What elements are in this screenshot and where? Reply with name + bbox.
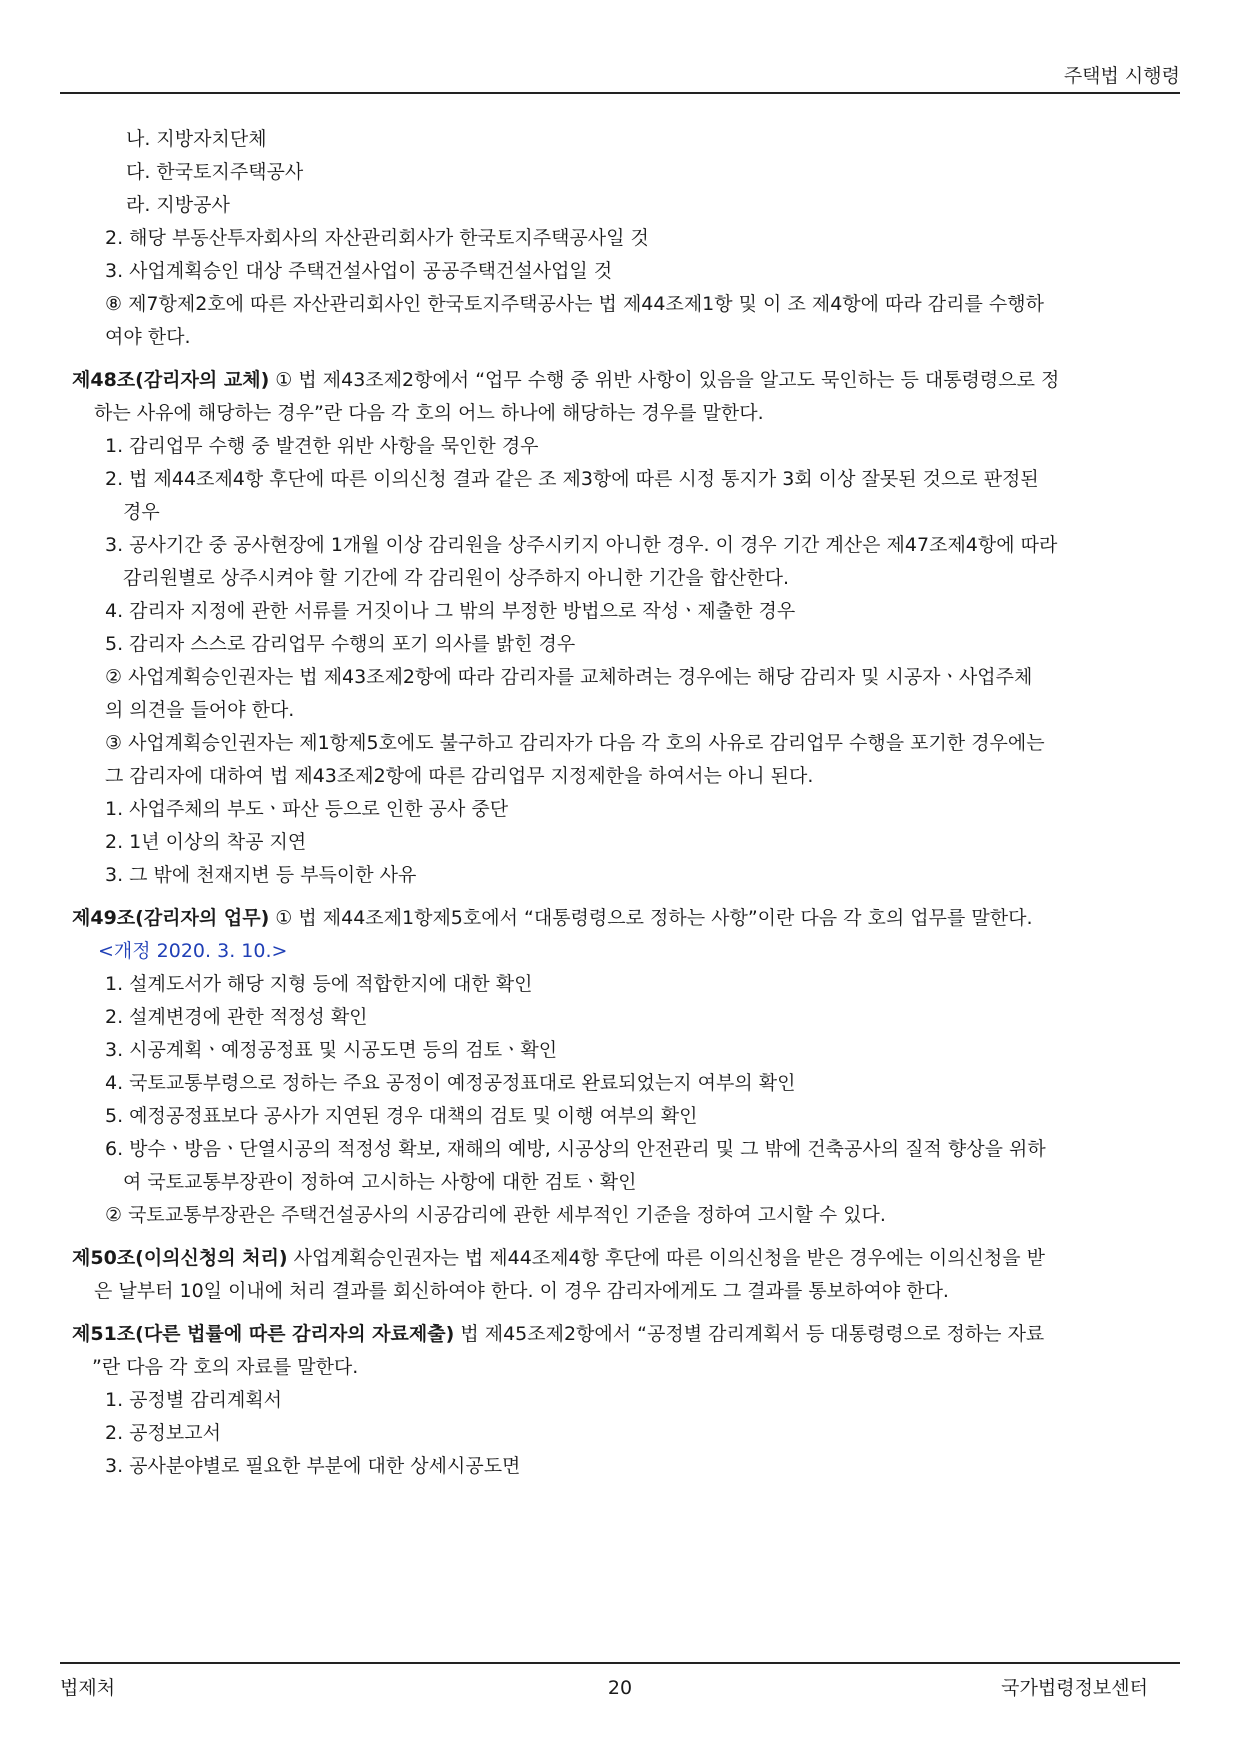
- article-text: 사업계획승인권자는 법 제44조제4항 후단에 따른 이의신청을 받은 경우에는 이의신청을 받: [287, 1247, 1046, 1269]
- list-item: 1. 공정별 감리계획서: [105, 1389, 283, 1411]
- list-item: 여 국토교통부장관이 정하여 고시하는 사항에 대한 검토ㆍ확인: [123, 1171, 637, 1193]
- list-item: 경우: [123, 501, 160, 523]
- list-item: 4. 감리자 지정에 관한 서류를 거짓이나 그 밖의 부정한 방법으로 작성ㆍ제출한 경우: [105, 600, 796, 622]
- page-header-title: 주택법 시행령: [1063, 65, 1180, 87]
- prev-article-continuation: [72, 123, 1180, 354]
- footer-source: 법제처: [60, 1677, 116, 1699]
- article-title: 제49조(감리자의 업무): [72, 907, 270, 929]
- article-51: [72, 1318, 1180, 1483]
- article-title: 제51조(다른 법률에 따른 감리자의 자료제출): [72, 1323, 455, 1345]
- list-item: 3. 사업계획승인 대상 주택건설사업이 공공주택건설사업일 것: [105, 260, 613, 282]
- paragraph: ⑧ 제7항제2호에 따른 자산관리회사인 한국토지주택공사는 법 제44조제1항 및 이 조 제4항에 따라 감리를 수행하: [105, 293, 1044, 315]
- list-item: 2. 해당 부동산투자회사의 자산관리회사가 한국토지주택공사일 것: [105, 227, 649, 249]
- list-item: 감리원별로 상주시켜야 할 기간에 각 감리원이 상주하지 아니한 기간을 합산한다.: [123, 567, 790, 589]
- header-rule: [60, 92, 1180, 94]
- article-title: 제48조(감리자의 교체): [72, 369, 270, 391]
- list-item: 3. 공사기간 중 공사현장에 1개월 이상 감리원을 상주시키지 아니한 경우. 이 경우 기간 계산은 제47조제4항에 따라: [105, 534, 1058, 556]
- paragraph: 여야 한다.: [105, 326, 191, 348]
- list-item: 1. 사업주체의 부도ㆍ파산 등으로 인한 공사 중단: [105, 798, 509, 820]
- article-title: 제50조(이의신청의 처리): [72, 1247, 288, 1269]
- list-item: 2. 법 제44조제4항 후단에 따른 이의신청 결과 같은 조 제3항에 따른 시정 통지가 3회 이상 잘못된 것으로 판정된: [105, 468, 1039, 490]
- document-body: [72, 123, 1180, 1483]
- list-item: 2. 1년 이상의 착공 지연: [105, 831, 307, 853]
- list-item: 5. 감리자 스스로 감리업무 수행의 포기 의사를 밝힌 경우: [105, 633, 576, 655]
- list-item: 4. 국토교통부령으로 정하는 주요 공정이 예정공정표대로 완료되었는지 여부의 확인: [105, 1072, 796, 1094]
- paragraph: 의 의견을 들어야 한다.: [105, 699, 295, 721]
- list-item: 1. 설계도서가 해당 지형 등에 적합한지에 대한 확인: [105, 973, 533, 995]
- list-item: 3. 그 밖에 천재지변 등 부득이한 사유: [105, 864, 417, 886]
- article-text: ”란 다음 각 호의 자료를 말한다.: [92, 1356, 359, 1378]
- list-item: 1. 감리업무 수행 중 발견한 위반 사항을 묵인한 경우: [105, 435, 539, 457]
- list-item: 나. 지방자치단체: [126, 128, 267, 150]
- page-number: 20: [607, 1677, 633, 1699]
- amendment-link[interactable]: <개정 2020. 3. 10.>: [98, 940, 288, 962]
- list-item: 2. 설계변경에 관한 적정성 확인: [105, 1006, 368, 1028]
- footer-rule: [60, 1662, 1180, 1664]
- article-text: 은 날부터 10일 이내에 처리 결과를 회신하여야 한다. 이 경우 감리자에게도 그 결과를 통보하여야 한다.: [94, 1280, 949, 1302]
- article-text: ① 법 제44조제1항제5호에서 “대통령령으로 정하는 사항”이란 다음 각 호의 업무를 말한다.: [269, 907, 1033, 929]
- paragraph: ② 사업계획승인권자는 법 제43조제2항에 따라 감리자를 교체하려는 경우에는 해당 감리자 및 시공자ㆍ사업주체: [105, 666, 1033, 688]
- list-item: 다. 한국토지주택공사: [126, 161, 304, 183]
- paragraph: ③ 사업계획승인권자는 제1항제5호에도 불구하고 감리자가 다음 각 호의 사유로 감리업무 수행을 포기한 경우에는: [105, 732, 1045, 754]
- list-item: 6. 방수ㆍ방음ㆍ단열시공의 적정성 확보, 재해의 예방, 시공상의 안전관리 및 그 밖에 건축공사의 질적 향상을 위하: [105, 1138, 1046, 1160]
- article-48: [72, 364, 1180, 892]
- paragraph: ② 국토교통부장관은 주택건설공사의 시공감리에 관한 세부적인 기준을 정하여 고시할 수 있다.: [105, 1204, 886, 1226]
- list-item: 5. 예정공정표보다 공사가 지연된 경우 대책의 검토 및 이행 여부의 확인: [105, 1105, 698, 1127]
- article-text: ① 법 제43조제2항에서 “업무 수행 중 위반 사항이 있음을 알고도 묵인하는 등 대통령령으로 정: [269, 369, 1060, 391]
- list-item: 3. 공사분야별로 필요한 부분에 대한 상세시공도면: [105, 1455, 521, 1477]
- list-item: 3. 시공계획ㆍ예정공정표 및 시공도면 등의 검토ㆍ확인: [105, 1039, 558, 1061]
- article-50: [72, 1242, 1180, 1308]
- article-text: 하는 사유에 해당하는 경우”란 다음 각 호의 어느 하나에 해당하는 경우를 말한다.: [94, 402, 764, 424]
- footer-publisher: 국가법령정보센터: [1001, 1677, 1148, 1699]
- article-text: 법 제45조제2항에서 “공정별 감리계획서 등 대통령령으로 정하는 자료: [454, 1323, 1045, 1345]
- list-item: 2. 공정보고서: [105, 1422, 221, 1444]
- article-49: [72, 902, 1180, 1232]
- list-item: 라. 지방공사: [126, 194, 230, 216]
- paragraph: 그 감리자에 대하여 법 제43조제2항에 따른 감리업무 지정제한을 하여서는 아니 된다.: [105, 765, 814, 787]
